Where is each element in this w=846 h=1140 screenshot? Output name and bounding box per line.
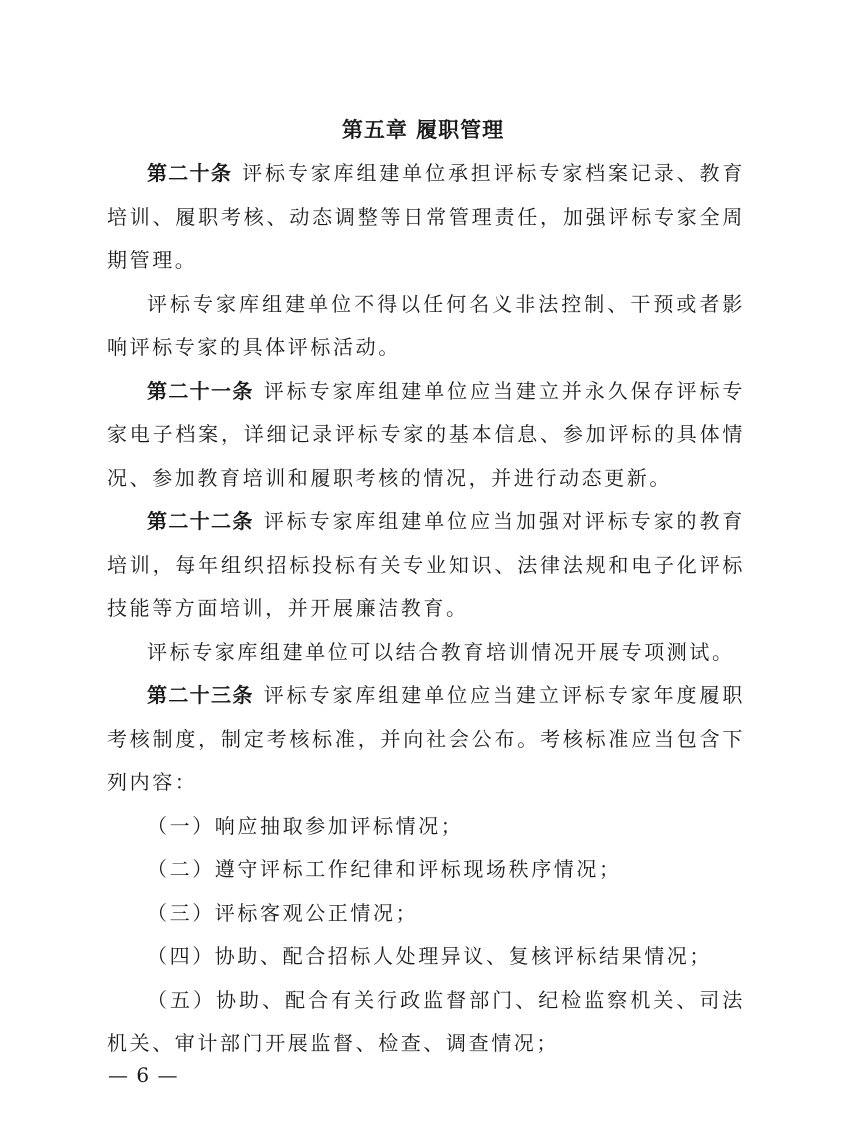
chapter-title: 第五章 履职管理 [341, 118, 505, 142]
paragraph-text: 评标专家库组建单位可以结合教育培训情况开展专项测试。 [147, 639, 735, 664]
list-item [107, 979, 745, 1066]
page-number: — 6 — [108, 1063, 179, 1087]
list-item-text: （五）协助、配合有关行政监督部门、纪检监察机关、司法机关、审计部门开展监督、检查、调查情况； [107, 987, 745, 1055]
body-text [107, 152, 745, 1066]
list-item [107, 805, 745, 849]
article-number: 第二十条 [147, 161, 233, 185]
list-item [107, 848, 745, 892]
paragraph-article-20 [107, 152, 745, 283]
paragraph-text: 评标专家库组建单位不得以任何名义非法控制、干预或者影响评标专家的具体评标活动。 [107, 291, 745, 359]
list-item [107, 892, 745, 936]
paragraph-text: 评标专家库组建单位应当建立评标专家年度履职考核制度，制定考核标准，并向社会公布。考核标准应当包含下列内容： [107, 683, 745, 794]
paragraph [107, 283, 745, 370]
paragraph-text: 评标专家库组建单位应当加强对评标专家的教育培训，每年组织招标投标有关专业知识、法律法规和电子化评标技能等方面培训，并开展廉洁教育。 [107, 509, 745, 620]
list-item-text: （四）协助、配合招标人处理异议、复核评标结果情况； [147, 944, 712, 968]
paragraph-text: 评标专家库组建单位承担评标专家档案记录、教育培训、履职考核、动态调整等日常管理责任，加强评标专家全周期管理。 [107, 161, 746, 272]
list-item-text: （一）响应抽取参加评标情况； [147, 813, 464, 838]
article-number: 第二十一条 [147, 378, 254, 403]
paragraph-article-22 [107, 500, 745, 631]
paragraph-article-23 [107, 674, 745, 805]
paragraph-text: 评标专家库组建单位应当建立并永久保存评标专家电子档案，详细记录评标专家的基本信息、参加评标的具体情况、参加教育培训和履职考核的情况，并进行动态更新。 [107, 378, 745, 490]
list-item-text: （三）评标客观公正情况； [147, 900, 419, 925]
article-number: 第二十三条 [147, 683, 254, 707]
list-item [107, 935, 745, 979]
paragraph [107, 631, 745, 675]
list-item-text: （二）遵守评标工作纪律和评标现场秩序情况； [147, 857, 622, 881]
paragraph-article-21 [107, 370, 745, 501]
article-number: 第二十二条 [147, 509, 254, 533]
